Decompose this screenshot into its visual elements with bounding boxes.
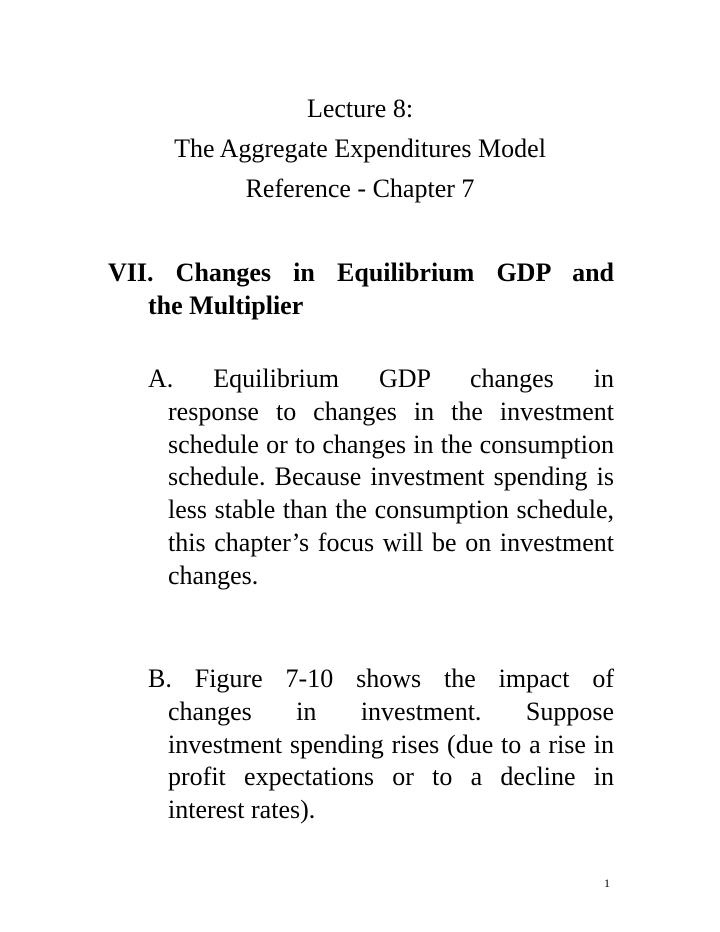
paragraph-a-first-line: A. Equilibrium GDP changes in	[148, 364, 614, 393]
paragraph-b	[148, 663, 614, 827]
paragraph-a	[148, 363, 614, 593]
paragraph-b-first-line: B. Figure 7-10 shows the impact of	[148, 664, 614, 693]
title-line-1: Lecture 8:	[306, 94, 414, 123]
title-line-3: Reference - Chapter 7	[245, 174, 475, 203]
lecture-title	[0, 89, 720, 209]
section-heading	[108, 256, 614, 322]
paragraph-a-body: response to changes in the investment schedule or to changes in the consumption schedule. Because investment spending is less stable than the consumption schedule, this chapter’s focus will be on investment changes.	[168, 396, 614, 590]
section-heading-line-2: the Multiplier	[148, 291, 304, 320]
paragraph-b-body: changes in investment. Suppose investment spending rises (due to a rise in profit expectations or to a decline in interest rates).	[168, 696, 614, 825]
title-line-2: The Aggregate Expenditures Model	[174, 134, 546, 163]
section-heading-line-1: VII. Changes in Equilibrium GDP and	[108, 258, 614, 287]
page-number: 1	[604, 876, 610, 890]
